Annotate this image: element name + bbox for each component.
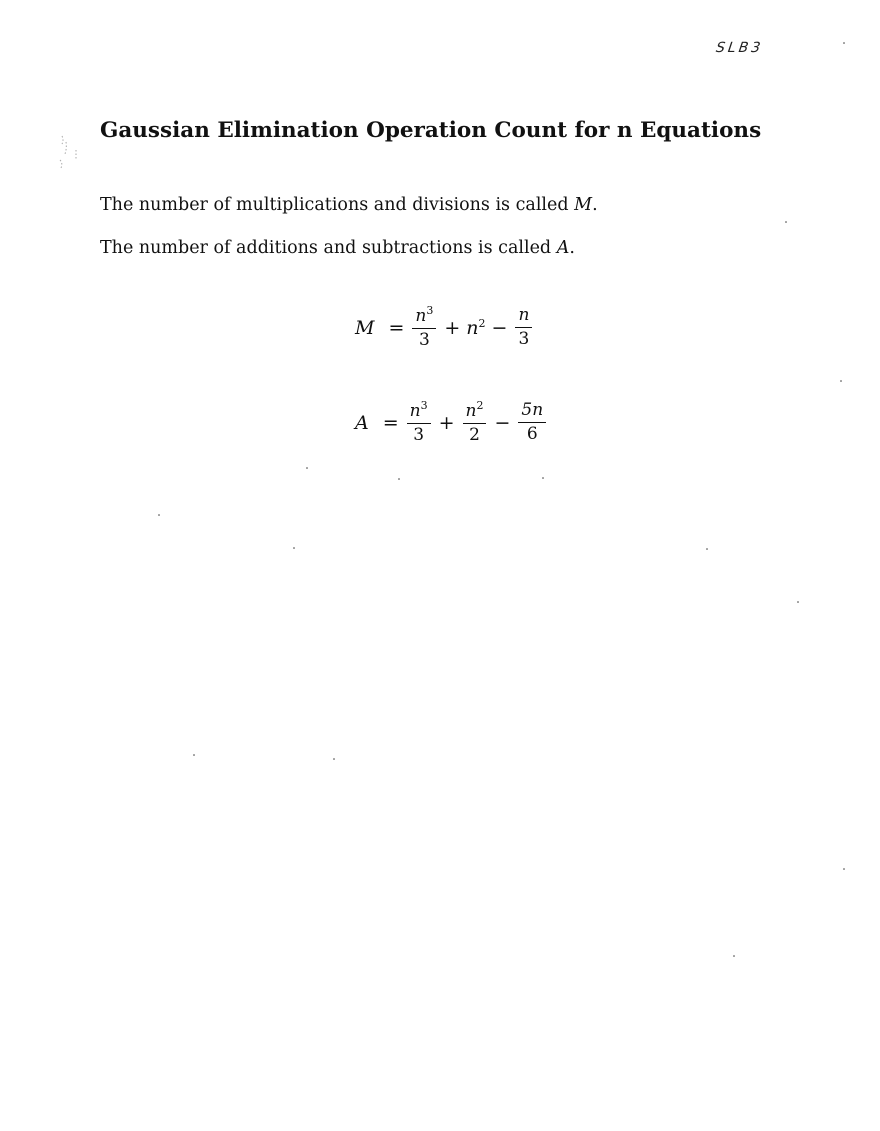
minus-sign: − xyxy=(491,316,508,339)
scan-speck xyxy=(542,477,544,479)
scan-speck xyxy=(293,547,295,549)
scan-speck xyxy=(797,601,799,603)
exponent: 2 xyxy=(478,316,486,330)
scan-speck xyxy=(306,467,308,469)
margin-scribble-icon xyxy=(52,132,82,172)
a-symbol: A xyxy=(556,238,570,258)
denominator: 6 xyxy=(526,423,538,444)
fraction-term xyxy=(515,306,532,349)
plus-sign: + xyxy=(438,411,455,434)
scan-speck xyxy=(158,514,160,516)
additions-definition xyxy=(100,238,575,258)
numerator: 5n xyxy=(518,401,546,423)
page-title: Gaussian Elimination Operation Count for n Equations xyxy=(100,118,762,143)
definition-period: . xyxy=(592,195,598,215)
denominator: 3 xyxy=(418,329,430,350)
multiplications-definition xyxy=(100,195,598,215)
fraction-term xyxy=(407,400,431,445)
definition-text: The number of additions and subtractions is called xyxy=(100,238,557,258)
equals-sign: = xyxy=(388,316,405,339)
numerator: n xyxy=(465,401,477,421)
exponent: 3 xyxy=(420,399,428,412)
multiplication-count-equation xyxy=(355,305,534,350)
scan-speck xyxy=(733,955,735,957)
definition-period: . xyxy=(569,238,575,258)
fraction-term xyxy=(412,305,436,350)
scan-speck xyxy=(333,758,335,760)
exponent: 3 xyxy=(426,304,434,317)
scan-speck xyxy=(398,478,400,480)
denominator: 3 xyxy=(413,424,425,445)
fraction-term xyxy=(518,401,546,444)
addition-count-equation xyxy=(355,400,548,445)
equation-lhs: M xyxy=(355,316,375,339)
fraction-term xyxy=(463,400,487,445)
scan-speck xyxy=(843,868,845,870)
denominator: 2 xyxy=(469,424,480,445)
numerator: n xyxy=(515,306,532,328)
scan-speck xyxy=(843,42,845,44)
m-symbol: M xyxy=(574,195,593,215)
handwritten-page-note: SLB3 xyxy=(714,40,765,56)
definition-text: The number of multiplications and divisions is called xyxy=(100,195,575,215)
numerator: n xyxy=(415,306,427,326)
minus-sign: − xyxy=(494,411,511,434)
exponent: 2 xyxy=(476,399,484,412)
numerator: n xyxy=(409,401,421,421)
denominator: 3 xyxy=(518,328,530,349)
scan-speck xyxy=(840,380,842,382)
plus-sign: + xyxy=(444,316,461,339)
scan-speck xyxy=(785,221,787,223)
equals-sign: = xyxy=(382,411,399,434)
scan-speck xyxy=(706,548,708,550)
power-term xyxy=(466,317,485,339)
equation-lhs: A xyxy=(355,411,369,434)
scan-speck xyxy=(193,754,195,756)
base: n xyxy=(466,316,479,339)
